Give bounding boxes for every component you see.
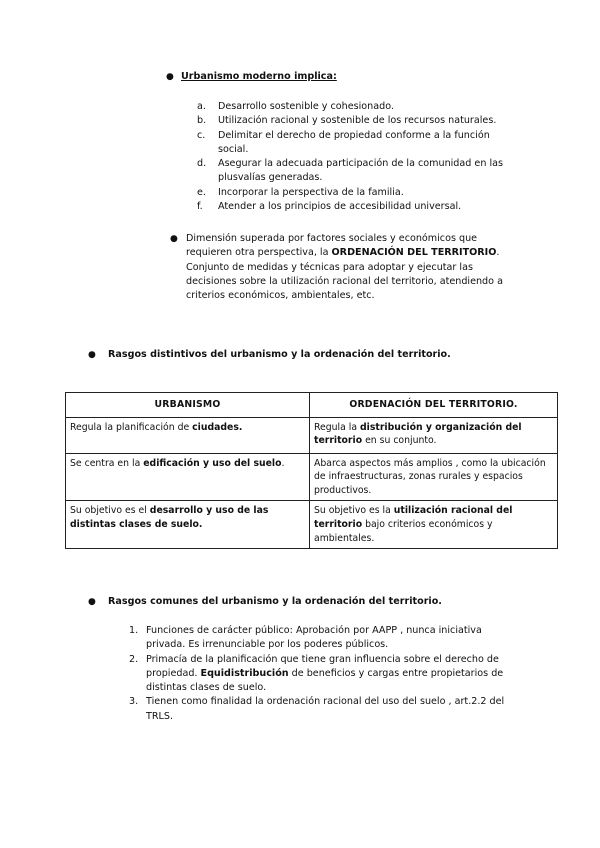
table-row [66,453,558,501]
bullet-icon: ● [166,72,174,82]
table-cell: Regula la distribución y organización del territorio en su conjunto. [310,417,558,453]
column-header-urbanismo: URBANISMO [66,393,310,418]
bullet-icon: ● [170,234,178,244]
table-cell: Se centra en la edificación y uso del suelo. [66,453,310,501]
list-item: f. Atender a los principios de accesibilidad universal. [197,201,462,213]
list-item: 1. Funciones de carácter público: Aprobación por AAPP , nunca iniciativa privada. Es irrenunciable por los poderes públicos. [129,625,482,651]
list-item: b. Utilización racional y sostenible de los recursos naturales. [197,115,497,127]
table-row [66,501,558,549]
table-cell: Regula la planificación de ciudades. [66,417,310,453]
comparison-table [65,392,558,549]
table-cell: Su objetivo es el desarrollo y uso de las distintas clases de suelo. [66,501,310,549]
list-item: 2. Primacía de la planificación que tiene gran influencia sobre el derecho de propiedad. Equidistribución de beneficios y cargas entre propietarios de distintas clases de suelo. [129,653,504,694]
list-item: 3. Tienen como finalidad la ordenación racional del uso del suelo , art.2.2 del TRLS. [129,696,505,722]
table-cell: Su objetivo es la utilización racional del territorio bajo criterios económicos y ambientales. [310,501,558,549]
list-item: c. Delimitar el derecho de propiedad conforme a la función social. [197,129,490,155]
table-cell: Abarca aspectos más amplios , como la ubicación de infraestructuras, zonas rurales y espacios productivos. [310,453,558,501]
section1-note: Dimensión superada por factores sociales y económicos que requieren otra perspectiva, la ORDENACIÓN DEL TERRITORIO. Conjunto de medidas y técnicas para adoptar y ejecutar las decisiones sobre la utilización racional del territorio, atendiendo a criterios económicos, ambientales, etc. [186,233,503,302]
list-item: e. Incorporar la perspectiva de la familia. [197,186,404,198]
column-header-ordenacion: ORDENACIÓN DEL TERRITORIO. [310,393,558,418]
section1-list [197,100,518,214]
section3-list [129,624,516,724]
section1-heading: Urbanismo moderno implica: [181,71,337,82]
list-item: d. Asegurar la adecuada participación de la comunidad en las plusvalías generadas. [197,158,503,184]
table-row [66,417,558,453]
bullet-icon: ● [88,350,96,360]
list-item: a. Desarrollo sostenible y cohesionado. [197,101,394,112]
bullet-icon: ● [88,597,96,607]
section2-heading: Rasgos distintivos del urbanismo y la ordenación del territorio. [108,349,451,360]
section3-heading: Rasgos comunes del urbanismo y la ordenación del territorio. [108,596,442,607]
